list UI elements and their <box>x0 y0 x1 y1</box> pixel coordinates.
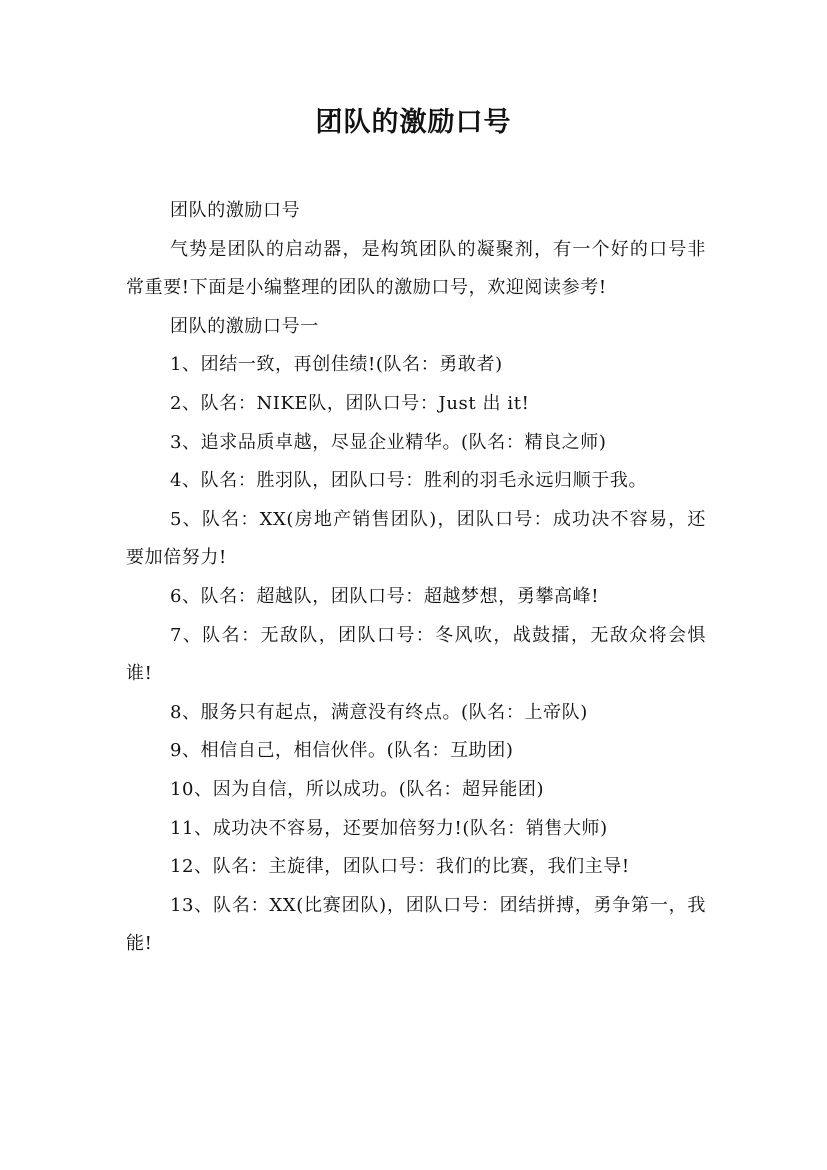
paragraph: 12、队名：主旋律，团队口号：我们的比赛，我们主导! <box>170 856 630 878</box>
paragraph: 4、队名：胜羽队，团队口号：胜利的羽毛永远归顺于我。 <box>170 470 648 492</box>
paragraph: 团队的激励口号 <box>170 200 301 221</box>
paragraph: 6、队名：超越队，团队口号：超越梦想，勇攀高峰! <box>170 585 600 607</box>
paragraph: 5、队名：XX(房地产销售团队)，团队口号：成功决不容易，还要加倍努力! <box>126 508 706 569</box>
paragraph: 1、团结一致，再创佳绩!(队名：勇敢者) <box>170 354 503 376</box>
paragraph: 9、相信自己，相信伙伴。(队名：互助团) <box>170 740 514 762</box>
document-title: 团队的激励口号 <box>315 107 512 138</box>
paragraph: 13、队名：XX(比赛团队)，团队口号：团结拼搏，勇争第一，我能! <box>126 894 706 955</box>
paragraph: 10、因为自信，所以成功。(队名：超异能团) <box>170 778 545 800</box>
paragraph: 7、队名：无敌队，团队口号：冬风吹，战鼓擂，无敌众将会惧谁! <box>126 624 706 685</box>
paragraph: 气势是团队的启动器，是构筑团队的凝聚剂，有一个好的口号非常重要!下面是小编整理的团队的激励口号，欢迎阅读参考! <box>126 238 706 299</box>
paragraph: 2、队名：NIKE队，团队口号：Just 出 it! <box>170 392 530 414</box>
document-body <box>126 192 706 964</box>
paragraph: 3、追求品质卓越，尽显企业精华。(队名：精良之师) <box>170 431 607 453</box>
paragraph: 团队的激励口号一 <box>170 315 319 337</box>
paragraph: 11、成功决不容易，还要加倍努力!(队名：销售大师) <box>170 817 608 839</box>
paragraph: 8、服务只有起点，满意没有终点。(队名：上帝队) <box>170 701 588 723</box>
